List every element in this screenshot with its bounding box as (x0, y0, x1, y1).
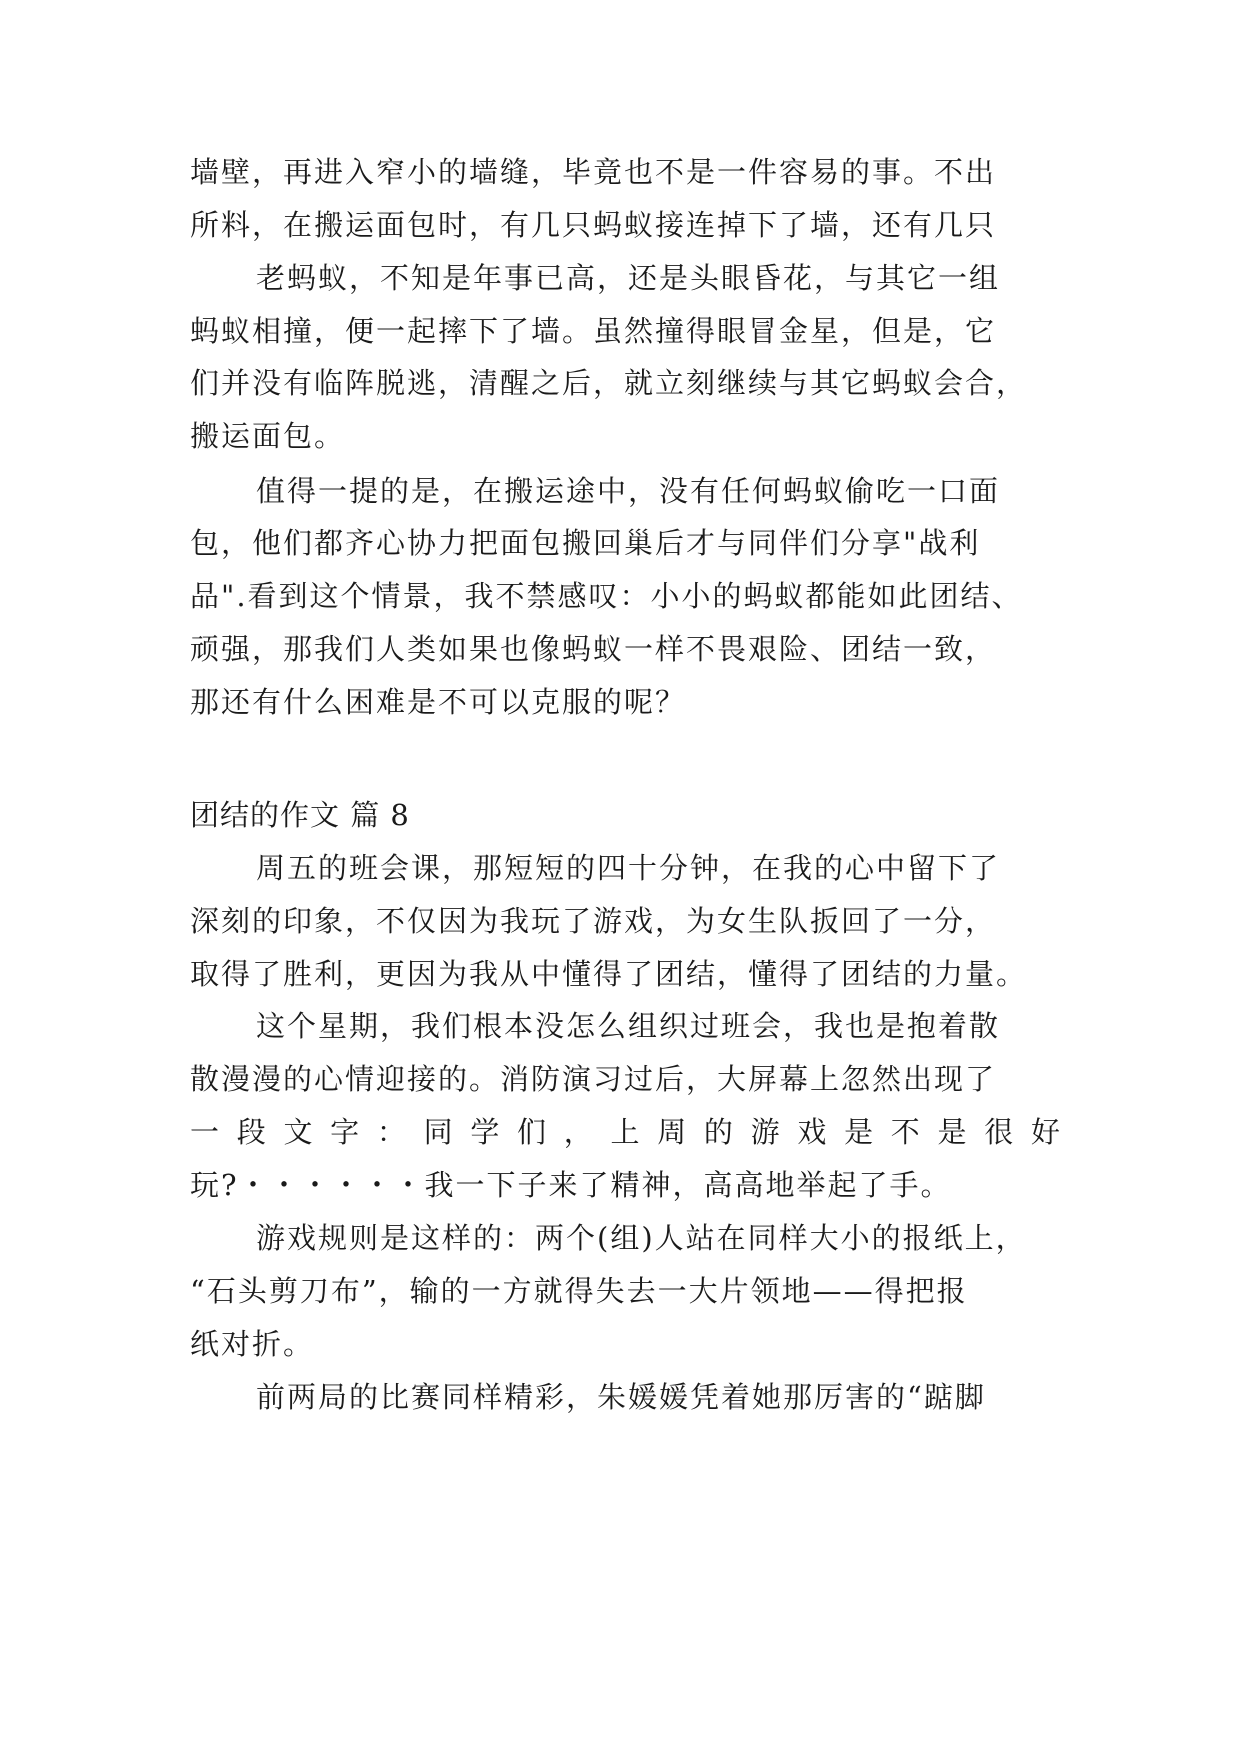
text-line: 周五的班会课，那短短的四十分钟，在我的心中留下了 (256, 851, 1001, 885)
text-line: 老蚂蚁，不知是年事已高，还是头眼昏花，与其它一组 (256, 261, 1001, 295)
text-char: 字 (330, 1115, 360, 1149)
text-line: 游戏规则是这样的：两个(组)人站在同样大小的报纸上， (256, 1221, 1027, 1255)
text-line: 蚂蚁相撞，便一起摔下了墙。虽然撞得眼冒金星，但是，它 (190, 314, 997, 348)
text-line: 包，他们都齐心协力把面包搬回巢后才与同伴们分享"战利 (190, 526, 981, 560)
text-line: 值得一提的是，在搬运途中，没有任何蚂蚁偷吃一口面 (256, 474, 1001, 508)
text-char: 游 (750, 1115, 780, 1149)
text-line: 前两局的比赛同样精彩，朱媛媛凭着她那厉害的“踮脚 (256, 1380, 986, 1414)
text-char: 一 (190, 1115, 220, 1149)
text-char: 同 (423, 1115, 453, 1149)
text-line: 深刻的印象，不仅因为我玩了游戏，为女生队扳回了一分， (190, 904, 997, 938)
text-char: 周 (657, 1115, 687, 1149)
text-line: 们并没有临阵脱逃，清醒之后，就立刻继续与其它蚂蚁会合， (190, 366, 1028, 400)
text-char: ， (563, 1115, 593, 1149)
text-char: 们 (517, 1115, 547, 1149)
text-char: 很 (984, 1115, 1014, 1149)
text-line: “石头剪刀布”，输的一方就得失去一大片领地——得把报 (190, 1274, 968, 1308)
text-line: 纸对折。 (190, 1327, 315, 1361)
text-line: 这个星期，我们根本没怎么组织过班会，我也是抱着散 (256, 1009, 1001, 1043)
text-char: 文 (283, 1115, 313, 1149)
text-line: 玩?・・・・・・我一下子来了精神，高高地举起了手。 (190, 1168, 952, 1202)
text-line: 那还有什么困难是不可以克服的呢？ (190, 685, 687, 719)
text-char: 是 (844, 1115, 874, 1149)
text-line: 所料，在搬运面包时，有几只蚂蚁接连掉下了墙，还有几只 (190, 208, 997, 242)
text-line: 顽强，那我们人类如果也像蚂蚁一样不畏艰险、团结一致， (190, 632, 997, 666)
text-line: 品".看到这个情景，我不禁感叹：小小的蚂蚁都能如此团结、 (190, 579, 1023, 613)
text-line-justified (190, 1112, 1060, 1152)
text-line: 取得了胜利，更因为我从中懂得了团结，懂得了团结的力量。 (190, 957, 1028, 991)
text-char: ： (376, 1115, 406, 1149)
text-char: 上 (610, 1115, 640, 1149)
text-char: 好 (1030, 1115, 1060, 1149)
text-line: 搬运面包。 (190, 419, 346, 453)
text-char: 段 (236, 1115, 266, 1149)
text-char: 的 (703, 1115, 733, 1149)
text-char: 学 (470, 1115, 500, 1149)
text-char: 不 (890, 1115, 920, 1149)
text-line: 散漫漫的心情迎接的。消防演习过后，大屏幕上忽然出现了 (190, 1062, 997, 1096)
text-char: 是 (937, 1115, 967, 1149)
text-char: 戏 (797, 1115, 827, 1149)
section-heading: 团结的作文 篇 8 (190, 798, 410, 832)
text-line: 墙壁，再进入窄小的墙缝，毕竟也不是一件容易的事。不出 (190, 155, 997, 189)
